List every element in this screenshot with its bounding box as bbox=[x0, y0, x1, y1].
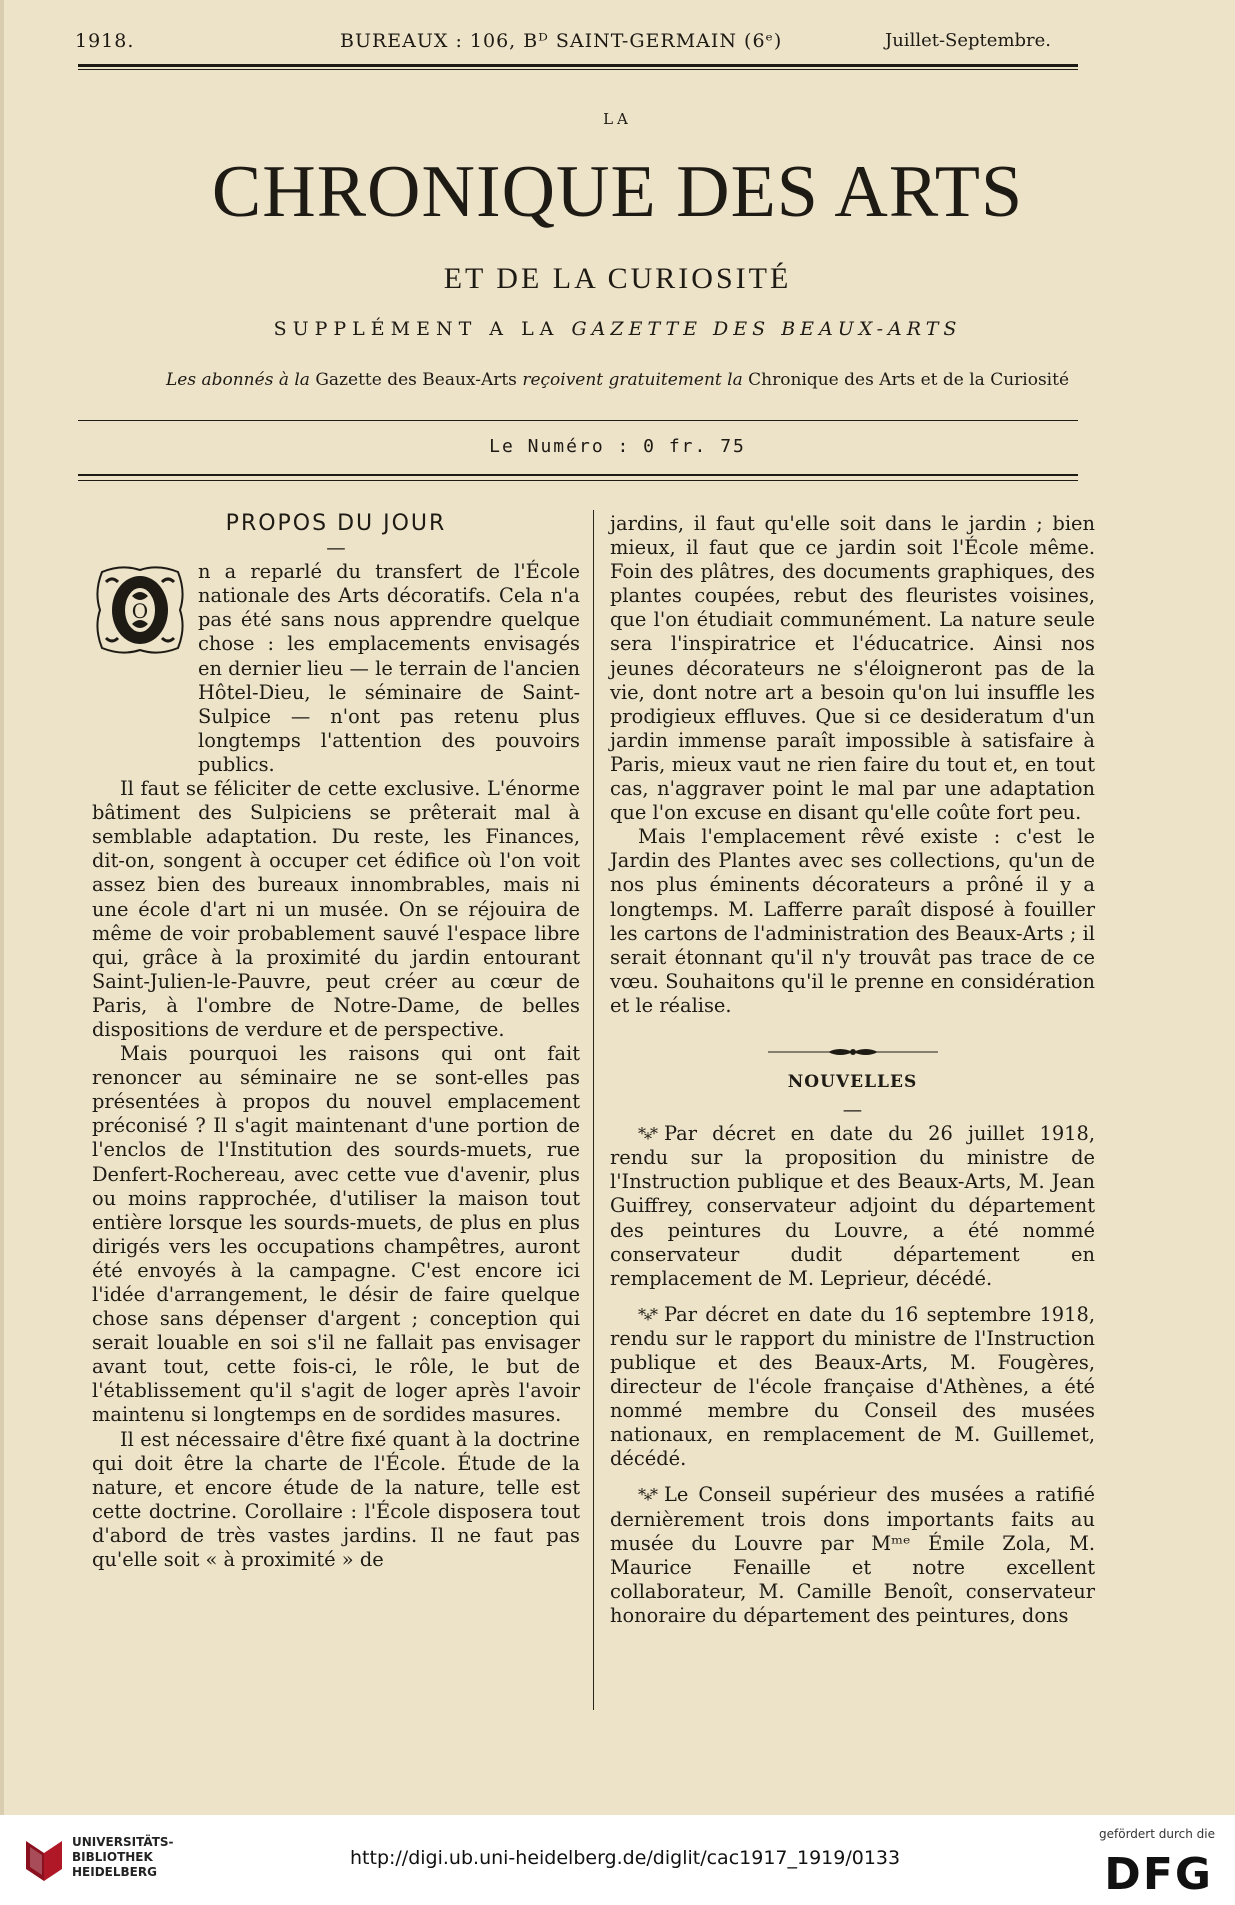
nouvelles-dash: — bbox=[842, 1098, 863, 1122]
news-item-2: *⁎* Par décret en date du 16 septembre 1918, rendu sur le rapport du ministre de l'Instruction publique et des Beaux-Arts, M. Fougères, directeur de l'école française d'Athènes, a été nommé membre du Conseil des musées nationaux, en remplacement de M. Guillemet, décédé. bbox=[610, 1302, 1095, 1471]
section-ornament bbox=[610, 1046, 1095, 1058]
price-line: Le Numéro : 0 fr. 75 bbox=[489, 436, 746, 457]
library-name: UNIVERSITÄTS- BIBLIOTHEK HEIDELBERG bbox=[72, 1835, 174, 1879]
price-rule-top bbox=[78, 420, 1078, 421]
right-column bbox=[610, 512, 1095, 1628]
news-item-3: *⁎* Le Conseil supérieur des musées a ratifié dernièrement trois dons importants faits au musée du Louvre par Mᵐᵉ Émile Zola, M. Maurice Fenaille et notre excellent collaborateur, M. Camille Benoît, conservateur honoraire du département des peintures, dons bbox=[610, 1483, 1095, 1627]
asterism-icon: *⁎* bbox=[638, 1304, 656, 1324]
masthead-article: LA bbox=[603, 110, 632, 128]
asterism-icon: *⁎* bbox=[638, 1124, 656, 1144]
masthead-title: CHRONIQUE DES ARTS bbox=[211, 151, 1024, 233]
propos-p4: Il est nécessaire d'être fixé quant à la doctrine qui doit être la charte de l'École. Étude de la nature, et encore étude de la nature, telle est cette doctrine. Corollaire : l'École disposera tout d'abord de très vastes jardins. Il ne faut pas qu'elle soit « à proximité » de bbox=[92, 1427, 580, 1572]
price-rule-bottom-thin bbox=[78, 480, 1078, 481]
nouvelles-heading: NOUVELLES bbox=[787, 1071, 918, 1092]
asterism-icon: *⁎* bbox=[638, 1485, 656, 1505]
news-item-1: *⁎* Par décret en date du 26 juillet 1918, rendu sur la proposition du ministre de l'Instruction publique et des Beaux-Arts, M. Jean Guiffrey, conservateur adjoint du département des peintures du Louvre, a été nommé conservateur dudit département en remplacement de M. Leprieur, décédé. bbox=[610, 1122, 1095, 1290]
svg-text:O: O bbox=[131, 599, 149, 624]
propos-p1: n a reparlé du transfert de l'École nationale des Arts décoratifs. Cela n'a pas été sans nous apprendre quelque chose : les emplacements envisagés en dernier lieu — le terrain de l'ancien Hôtel-Dieu, le séminaire de Saint-Sulpice — n'ont pas retenu plus longtemps l'attention des pouvoirs publics. bbox=[198, 560, 580, 776]
subscribers-a: Les abonnés à la bbox=[166, 370, 310, 390]
permalink[interactable]: http://digi.ub.uni-heidelberg.de/diglit/cac1917_1919/0133 bbox=[350, 1847, 901, 1869]
column-divider bbox=[593, 510, 594, 1710]
propos-dash: — bbox=[326, 536, 346, 560]
subscribers-b: Gazette des Beaux-Arts bbox=[315, 370, 517, 390]
header-year: 1918. bbox=[75, 30, 135, 52]
dfg-logo: DFG bbox=[1104, 1849, 1213, 1900]
header-address: BUREAUX : 106, Bᴰ SAINT-GERMAIN (6ᵉ) bbox=[340, 30, 783, 52]
ornate-o-icon bbox=[92, 562, 188, 658]
masthead-supplement bbox=[0, 318, 1235, 340]
first-paragraph bbox=[92, 560, 580, 777]
propos-cont-p1: jardins, il faut qu'elle soit dans le jardin ; bien mieux, il faut que ce jardin soit l'École même. Foin des plâtres, des documents graphiques, des plantes coupées, rebut des fleuristes voisines, que l'on étudiait communément. La nature seule sera l'inspiratrice et l'éducatrice. Ainsi nos jeunes décorateurs ne s'éloigneront pas de la vie, dont notre art a besoin qu'on lui insuffle les prodigieux effluves. Que si ce desideratum d'un jardin immense paraît impossible à satisfaire à Paris, mieux vaut ne rien faire du tout et, en tout cas, n'aggraver point le mal par une adaptation que l'on excuse en disant qu'elle coûte fort peu. bbox=[610, 512, 1095, 825]
ornate-dropcap bbox=[92, 562, 188, 658]
subscribers-note bbox=[0, 370, 1235, 390]
supplement-prefix: SUPPLÉMENT A LA bbox=[273, 318, 560, 340]
digitization-footer bbox=[0, 1815, 1235, 1905]
masthead-subtitle: ET DE LA CURIOSITÉ bbox=[443, 262, 792, 295]
propos-heading: PROPOS DU JOUR bbox=[225, 511, 447, 536]
propos-p2: Il faut se féliciter de cette exclusive. L'énorme bâtiment des Sulpiciens se prêterait mal à semblable adaptation. Du reste, les Finances, dit-on, songent à occuper cet édifice où l'on voit assez bien des bureaux innombrables, mais ni une école d'art ni un musée. On se réjouira de même de voir probablement sauvé l'espace libre qui, grâce à la proximité du jardin entourant Saint-Julien-le-Pauvre, peut créer au cœur de Paris, à l'ombre de Notre-Dame, de belles dispositions de verdure et de perspective. bbox=[92, 777, 580, 1041]
header-period: Juillet-Septembre. bbox=[885, 30, 1052, 51]
supplement-gazette: GAZETTE DES BEAUX-ARTS bbox=[571, 318, 962, 340]
ornament-rule-icon bbox=[768, 1046, 938, 1058]
header-rule bbox=[78, 64, 1078, 67]
university-library-logo-icon bbox=[22, 1837, 66, 1883]
propos-cont-p2: Mais l'emplacement rêvé existe : c'est le Jardin des Plantes avec ses collections, qu'un de nos plus éminents décorateurs a prôné il y a longtemps. M. Lafferre paraît disposé à fouiller les cartons de l'administration des Beaux-Arts ; il serait étonnant qu'il n'y trouvât pas trace de ce vœu. Souhaitons qu'il le prenne en considération et le réalise. bbox=[610, 825, 1095, 1017]
running-header bbox=[0, 30, 1235, 54]
header-rule-thin bbox=[78, 69, 1078, 70]
propos-p3: Mais pourquoi les raisons qui ont fait renoncer au séminaire ne se sont-elles pas présentées à propos du nouvel emplacement préconisé ? Il s'agit maintenant d'une portion de l'enclos de l'Institution des sourds-muets, rue Denfert-Rochereau, avec cette vue d'avenir, plus ou moins rapprochée, d'utiliser la maison tout entière lorsque les sourds-muets, de plus en plus dirigés vers les occupations champêtres, auront été envoyés à la campagne. C'est encore ici l'idée d'arrangement, le désir de faire quelque chose sans dépenser d'argent ; conception qui serait louable en soi s'il ne fallait pas envisager avant tout, cette fois-ci, le rôle, le but de l'établissement qu'il s'agit de loger après l'avoir maintenu si longtemps en de sordides masures. bbox=[92, 1042, 580, 1427]
subscribers-d: Chronique des Arts et de la Curiosité bbox=[748, 370, 1069, 390]
subscribers-c: reçoivent gratuitement la bbox=[522, 370, 743, 390]
left-column bbox=[92, 512, 580, 1572]
price-rule-bottom bbox=[78, 474, 1078, 476]
funding-label: gefördert durch die bbox=[1099, 1827, 1215, 1841]
